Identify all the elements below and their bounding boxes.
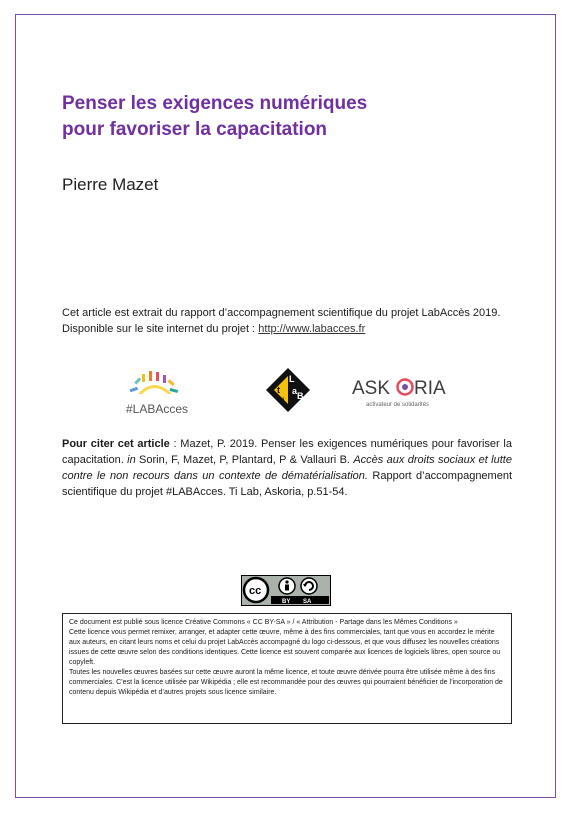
labacces-wordmark: #LABAcces <box>126 402 189 416</box>
author-name: Pierre Mazet <box>62 175 159 194</box>
askoria-o-icon <box>398 380 413 395</box>
tilab-letter-4: a <box>292 386 298 396</box>
cc-by-sa-badge <box>241 575 331 606</box>
project-link[interactable]: http://www.labacces.fr <box>258 323 366 335</box>
citation-part-1: : Mazet, P. 2019. Penser les exigences numériques pour favoriser la capacitation. <box>62 438 512 466</box>
document-title <box>62 91 482 143</box>
licence-paragraph-3: Toutes les nouvelles œuvres basées sur cette œuvre auront la même licence, et toute œuvre dérivée pourra être utilisée même à des fins commerciales. C’est la licence utilisée par Wikipédia ; elle est recommandée pour des œuvres qui pourraient bénéficier de l’incorporation de contenu depuis Wikipédia et d’autres projets sous licence similaire. <box>69 669 503 696</box>
title-line-1: Penser les exigences numériques <box>62 93 368 114</box>
askoria-wordmark-start: ASK <box>352 378 391 399</box>
citation-lead: Pour citer cet article <box>62 438 170 450</box>
tilab-letter-2: i <box>282 396 285 406</box>
extract-line-2-text: Disponible sur le site internet du projet : <box>62 323 259 335</box>
askoria-tagline: activateur de solidarités <box>366 402 430 408</box>
tilab-logo <box>266 368 310 412</box>
labacces-logo <box>126 371 188 416</box>
licence-paragraph-1: Ce document est publié sous licence Créative Commons « CC BY-SA » / « Attribution - Partage dans les Mêmes Conditions » <box>69 619 458 626</box>
licence-paragraph-2: Cette licence vous permet remixer, arranger, et adapter cette œuvre, même à des fins commerciales, tant que vous en accordez le mérite aux auteurs, en citant leurs noms et celui du projet LabAccès accompagné du logo ci-dessous, et que vous diffusez les nouvelles créations issues de cette œuvre selon des conditions identiques. Cette licence est souvent comparée aux licences de logiciels libres, open source ou copyleft. <box>69 629 501 666</box>
citation-part-2: in <box>127 454 136 466</box>
licence-box <box>62 613 512 724</box>
cc-icon <box>244 578 268 602</box>
tilab-letter-5: B <box>297 391 304 401</box>
askoria-logo <box>352 378 446 408</box>
extract-line-2 <box>62 321 512 337</box>
cc-letters: cc <box>249 585 262 597</box>
citation-part-5: Rapport d’accompagnement scientifique du projet #LABAcces. Ti Lab, Askoria, p.51-54. <box>62 470 513 498</box>
sunburst-icon <box>130 371 179 394</box>
extract-note <box>62 305 512 337</box>
citation-part-4: Accès aux droits sociaux et lutte contre le non recours dans un contexte de dématérialisation. <box>62 454 512 482</box>
tilab-letter-1: t <box>277 385 280 395</box>
tilab-letter-3: L <box>289 374 295 384</box>
title-line-2: pour favoriser la capacitation <box>62 119 328 140</box>
attribution-icon <box>279 578 295 594</box>
askoria-wordmark-end: RIA <box>414 378 446 399</box>
cc-by-label: BY <box>282 599 291 605</box>
share-alike-icon <box>301 578 317 594</box>
partner-logos <box>120 360 460 424</box>
cc-sa-label: SA <box>303 599 312 605</box>
citation <box>62 436 512 500</box>
extract-line-1: Cet article est extrait du rapport d’accompagnement scientifique du projet LabAccès 2019. <box>62 307 501 319</box>
citation-part-3: Sorin, F, Mazet, P, Plantard, P & Vallauri B. <box>135 454 354 466</box>
